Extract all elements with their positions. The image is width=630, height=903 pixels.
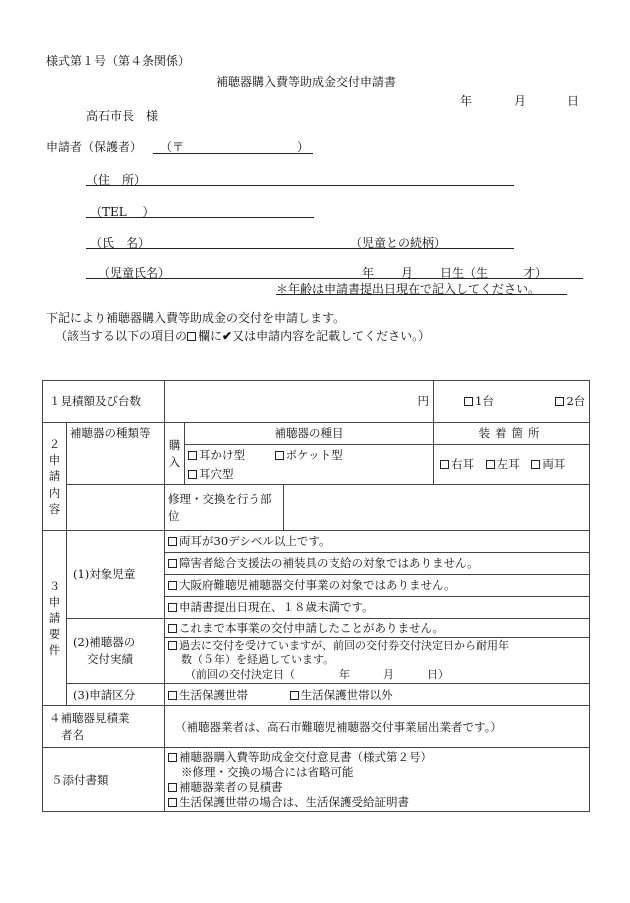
postal-label: （〒 [160, 140, 185, 154]
checkbox-icon[interactable] [440, 460, 449, 469]
estimate-label: １見積額及び台数 [43, 381, 165, 423]
address-label: （住 所） [86, 173, 147, 187]
vendor-label: ４補聴器見積業 者名 [43, 706, 165, 748]
application-table [42, 380, 590, 812]
repair-row [43, 485, 590, 531]
location-right-option[interactable]: 右耳 [440, 457, 474, 471]
history-label: (2)補聴器の 交付実績 [67, 619, 165, 684]
target-child-label: (1)対象児童 [67, 531, 165, 619]
attachment-welfare-cert[interactable]: 生活保護世帯の場合は、生活保護受給証明書 [168, 795, 586, 810]
date-year: 年 [460, 94, 473, 108]
checkbox-icon[interactable] [168, 798, 177, 807]
kind-header: 補聴器の種目 [185, 423, 434, 445]
repair-field[interactable] [284, 485, 590, 531]
intro-line-1: 下記により補聴器購入費等助成金の交付を申請します。 [46, 311, 346, 325]
relation-label: （児童との続柄） [350, 236, 447, 250]
kind-options-row-1 [185, 445, 434, 465]
address-field[interactable] [86, 185, 514, 186]
checkbox-icon[interactable] [168, 581, 177, 590]
checkbox-icon[interactable] [168, 537, 177, 546]
checkbox-icon[interactable] [168, 753, 177, 762]
unit-count-cell [434, 381, 590, 423]
category-options [165, 684, 590, 706]
non-welfare-option[interactable]: 生活保護世帯以外 [290, 688, 393, 702]
checkbox-icon [187, 332, 196, 341]
age-note: ＊年齢は申請書提出日現在で記入してください。 [276, 282, 541, 296]
location-left-option[interactable]: 左耳 [486, 457, 520, 471]
location-header: 装着箇所 [434, 423, 590, 445]
date-day: 日 [567, 94, 580, 108]
location-both-option[interactable]: 両耳 [531, 457, 565, 471]
welfare-option[interactable]: 生活保護世帯 [168, 688, 248, 702]
age-note-underline [276, 294, 567, 295]
name-field[interactable] [86, 248, 514, 249]
kind-pocket-option[interactable]: ポケット型 [275, 448, 343, 462]
checkbox-icon[interactable] [275, 451, 284, 460]
birth-day-label: 日生（生 [440, 266, 489, 280]
checkbox-icon[interactable] [168, 641, 177, 650]
checkbox-icon[interactable] [168, 783, 177, 792]
vendor-field[interactable]: （補聴器業者は、高石市難聴児補聴器交付事業届出業者です。） [165, 706, 590, 748]
checkbox-icon[interactable] [464, 397, 473, 406]
form-number: 様式第１号（第４条関係） [46, 54, 191, 68]
unit-1-option[interactable]: 1台 [464, 394, 494, 408]
category-label: (3)申請区分 [67, 684, 165, 706]
name-label: （氏 名） [90, 236, 151, 250]
date-month: 月 [514, 94, 527, 108]
eligibility-section-label: ３申請要件 [43, 531, 67, 706]
checkbox-icon[interactable] [555, 397, 564, 406]
checkbox-icon[interactable] [290, 691, 299, 700]
eligibility-item[interactable]: 申請書提出日現在、１８歳未満です。 [165, 597, 590, 619]
attachments-row [43, 748, 590, 812]
checkbox-icon[interactable] [188, 470, 197, 479]
tel-label: （TEL ） [90, 205, 155, 219]
attachments-list: 補聴器購入費等助成金交付意見書（様式第２号） ※修理・交換の場合には省略可能 補聴器業者の見積書 生活保護世帯の場合は、生活保護受給証明書 [165, 748, 590, 812]
postal-field[interactable] [153, 153, 313, 154]
checkmark-icon: ✔ [222, 329, 233, 343]
location-options [434, 445, 590, 485]
attachments-label: ５添付書類 [43, 748, 165, 812]
eligibility-row-1 [43, 531, 590, 553]
history-item-expired[interactable]: 過去に交付を受けていますが、前回の交付券交付決定日から耐用年 数（５年）を経過しています。 （前回の交付決定日（ 年 月 日） [165, 638, 590, 684]
checkbox-icon[interactable] [168, 603, 177, 612]
request-section-label: ２申請内容 [43, 423, 67, 531]
eligibility-item[interactable]: 障害者総合支援法の補装具の支給の対象ではありません。 [165, 553, 590, 575]
addressee: 高石市長 様 [86, 109, 159, 123]
estimate-row [43, 381, 590, 423]
applicant-label: 申請者（保護者） [46, 140, 143, 154]
purchase-label: 購入 [165, 423, 185, 485]
hearing-aid-type-label: 補聴器の種類等 [67, 423, 165, 485]
vendor-row [43, 706, 590, 748]
tel-field[interactable] [86, 217, 314, 218]
page-title: 補聴器購入費等助成金交付申請書 [216, 75, 397, 89]
birth-year-label: 年 [362, 266, 375, 280]
checkbox-icon[interactable] [486, 460, 495, 469]
attachment-estimate[interactable]: 補聴器業者の見積書 [168, 780, 586, 795]
checkbox-icon[interactable] [188, 451, 197, 460]
unit-2-option[interactable]: 2台 [555, 394, 585, 408]
request-header-row [43, 423, 590, 445]
intro-line-2: （該当する以下の項目の 欄に✔又は申請内容を記載してください。） [55, 329, 431, 343]
kind-options-row-2 [185, 465, 434, 485]
eligibility-item[interactable]: 両耳が30デシベル以上です。 [165, 531, 590, 553]
repair-spacer [67, 485, 165, 531]
checkbox-icon[interactable] [168, 691, 177, 700]
estimate-amount[interactable]: 円 [165, 381, 434, 423]
kind-in-ear-option[interactable]: 耳穴型 [188, 467, 234, 481]
repair-label: 修理・交換を行う部位 [165, 485, 284, 531]
history-row-1 [43, 619, 590, 638]
eligibility-item[interactable]: 大阪府難聴児補聴器交付事業の対象ではありません。 [165, 575, 590, 597]
attachment-opinion[interactable]: 補聴器購入費等助成金交付意見書（様式第２号） [168, 750, 586, 765]
checkbox-icon[interactable] [168, 559, 177, 568]
postal-close: ） [297, 140, 310, 154]
birth-age-label: 才） [523, 266, 548, 280]
history-item-none[interactable]: これまで本事業の交付申請したことがありません。 [165, 619, 590, 638]
kind-ear-hook-option[interactable]: 耳かけ型 [188, 448, 245, 462]
checkbox-icon[interactable] [168, 624, 177, 633]
child-name-label: （児童氏名） [98, 266, 171, 280]
child-name-field[interactable] [86, 278, 583, 279]
birth-month-label: 月 [401, 266, 414, 280]
category-row [43, 684, 590, 706]
checkbox-icon[interactable] [531, 460, 540, 469]
